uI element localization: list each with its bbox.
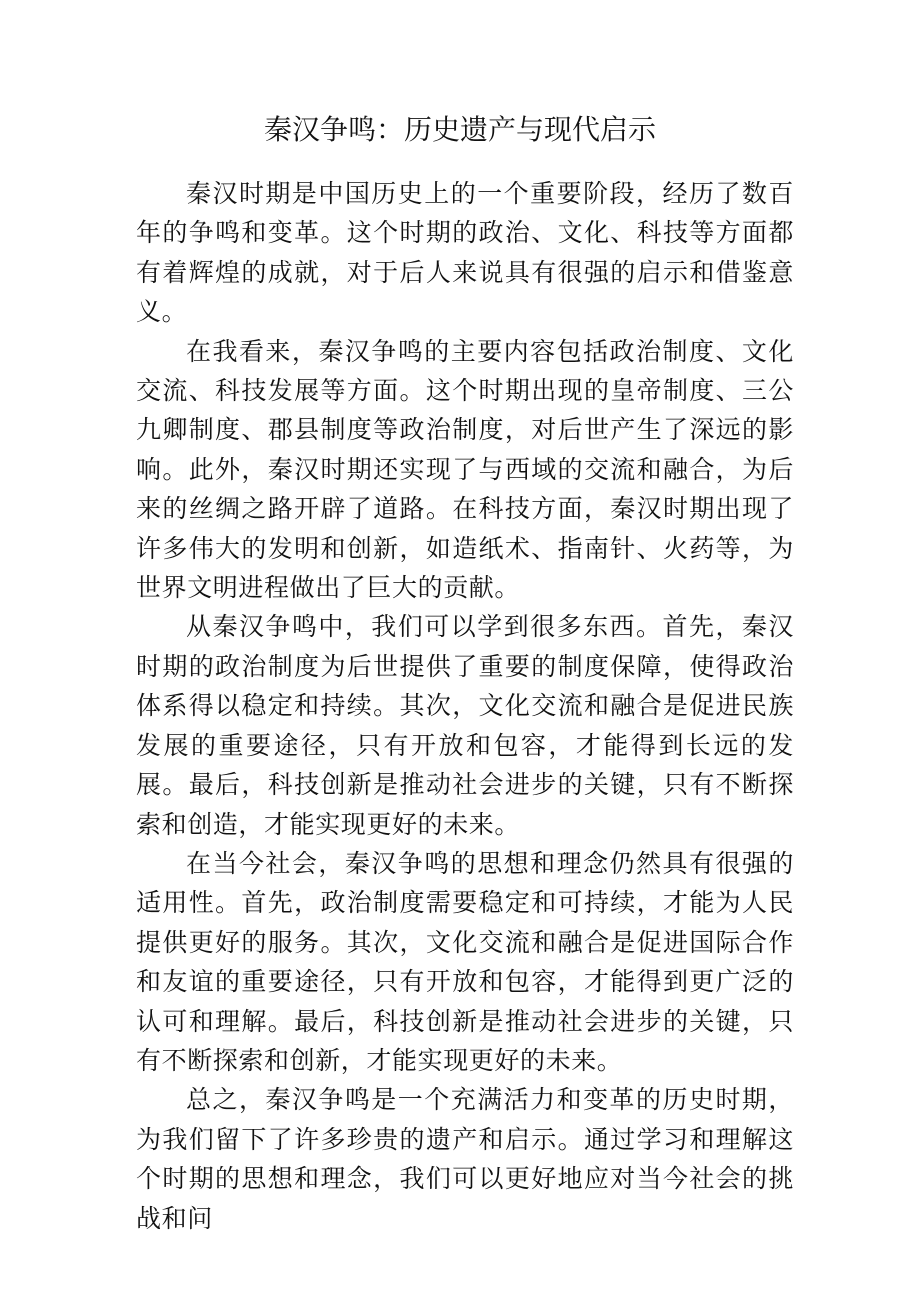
- paragraph-lessons: 从秦汉争鸣中，我们可以学到很多东西。首先，秦汉时期的政治制度为后世提供了重要的制度保障，使得政治体系得以稳定和持续。其次，文化交流和融合是促进民族发展的重要途径，只有开放和包容，才能得到长远的发展。最后，科技创新是推动社会进步的关键，只有不断探索和创造，才能实现更好的未来。: [136, 612, 794, 839]
- paragraph-main-content: 在我看来，秦汉争鸣的主要内容包括政治制度、文化交流、科技发展等方面。这个时期出现的皇帝制度、三公九卿制度、郡县制度等政治制度，对后世产生了深远的影响。此外，秦汉时期还实现了与西域的交流和融合，为后来的丝绸之路开辟了道路。在科技方面，秦汉时期出现了许多伟大的发明和创新，如造纸术、指南针、火药等，为世界文明进程做出了巨大的贡献。: [136, 336, 794, 603]
- document-title: 秦汉争鸣：历史遗产与现代启示: [263, 113, 656, 146]
- paragraph-intro: 秦汉时期是中国历史上的一个重要阶段，经历了数百年的争鸣和变革。这个时期的政治、文化、科技等方面都有着辉煌的成就，对于后人来说具有很强的启示和借鉴意义。: [136, 179, 794, 327]
- document-body: [136, 174, 794, 1238]
- paragraph-conclusion: 总之，秦汉争鸣是一个充满活力和变革的历史时期，为我们留下了许多珍贵的遗产和启示。通过学习和理解这个时期的思想和理念，我们可以更好地应对当今社会的挑战和问: [136, 1085, 794, 1233]
- paragraph-modern-relevance: 在当今社会，秦汉争鸣的思想和理念仍然具有很强的适用性。首先，政治制度需要稳定和可持续，才能为人民提供更好的服务。其次，文化交流和融合是促进国际合作和友谊的重要途径，只有开放和包容，才能得到更广泛的认可和理解。最后，科技创新是推动社会进步的关键，只有不断探索和创新，才能实现更好的未来。: [136, 848, 794, 1075]
